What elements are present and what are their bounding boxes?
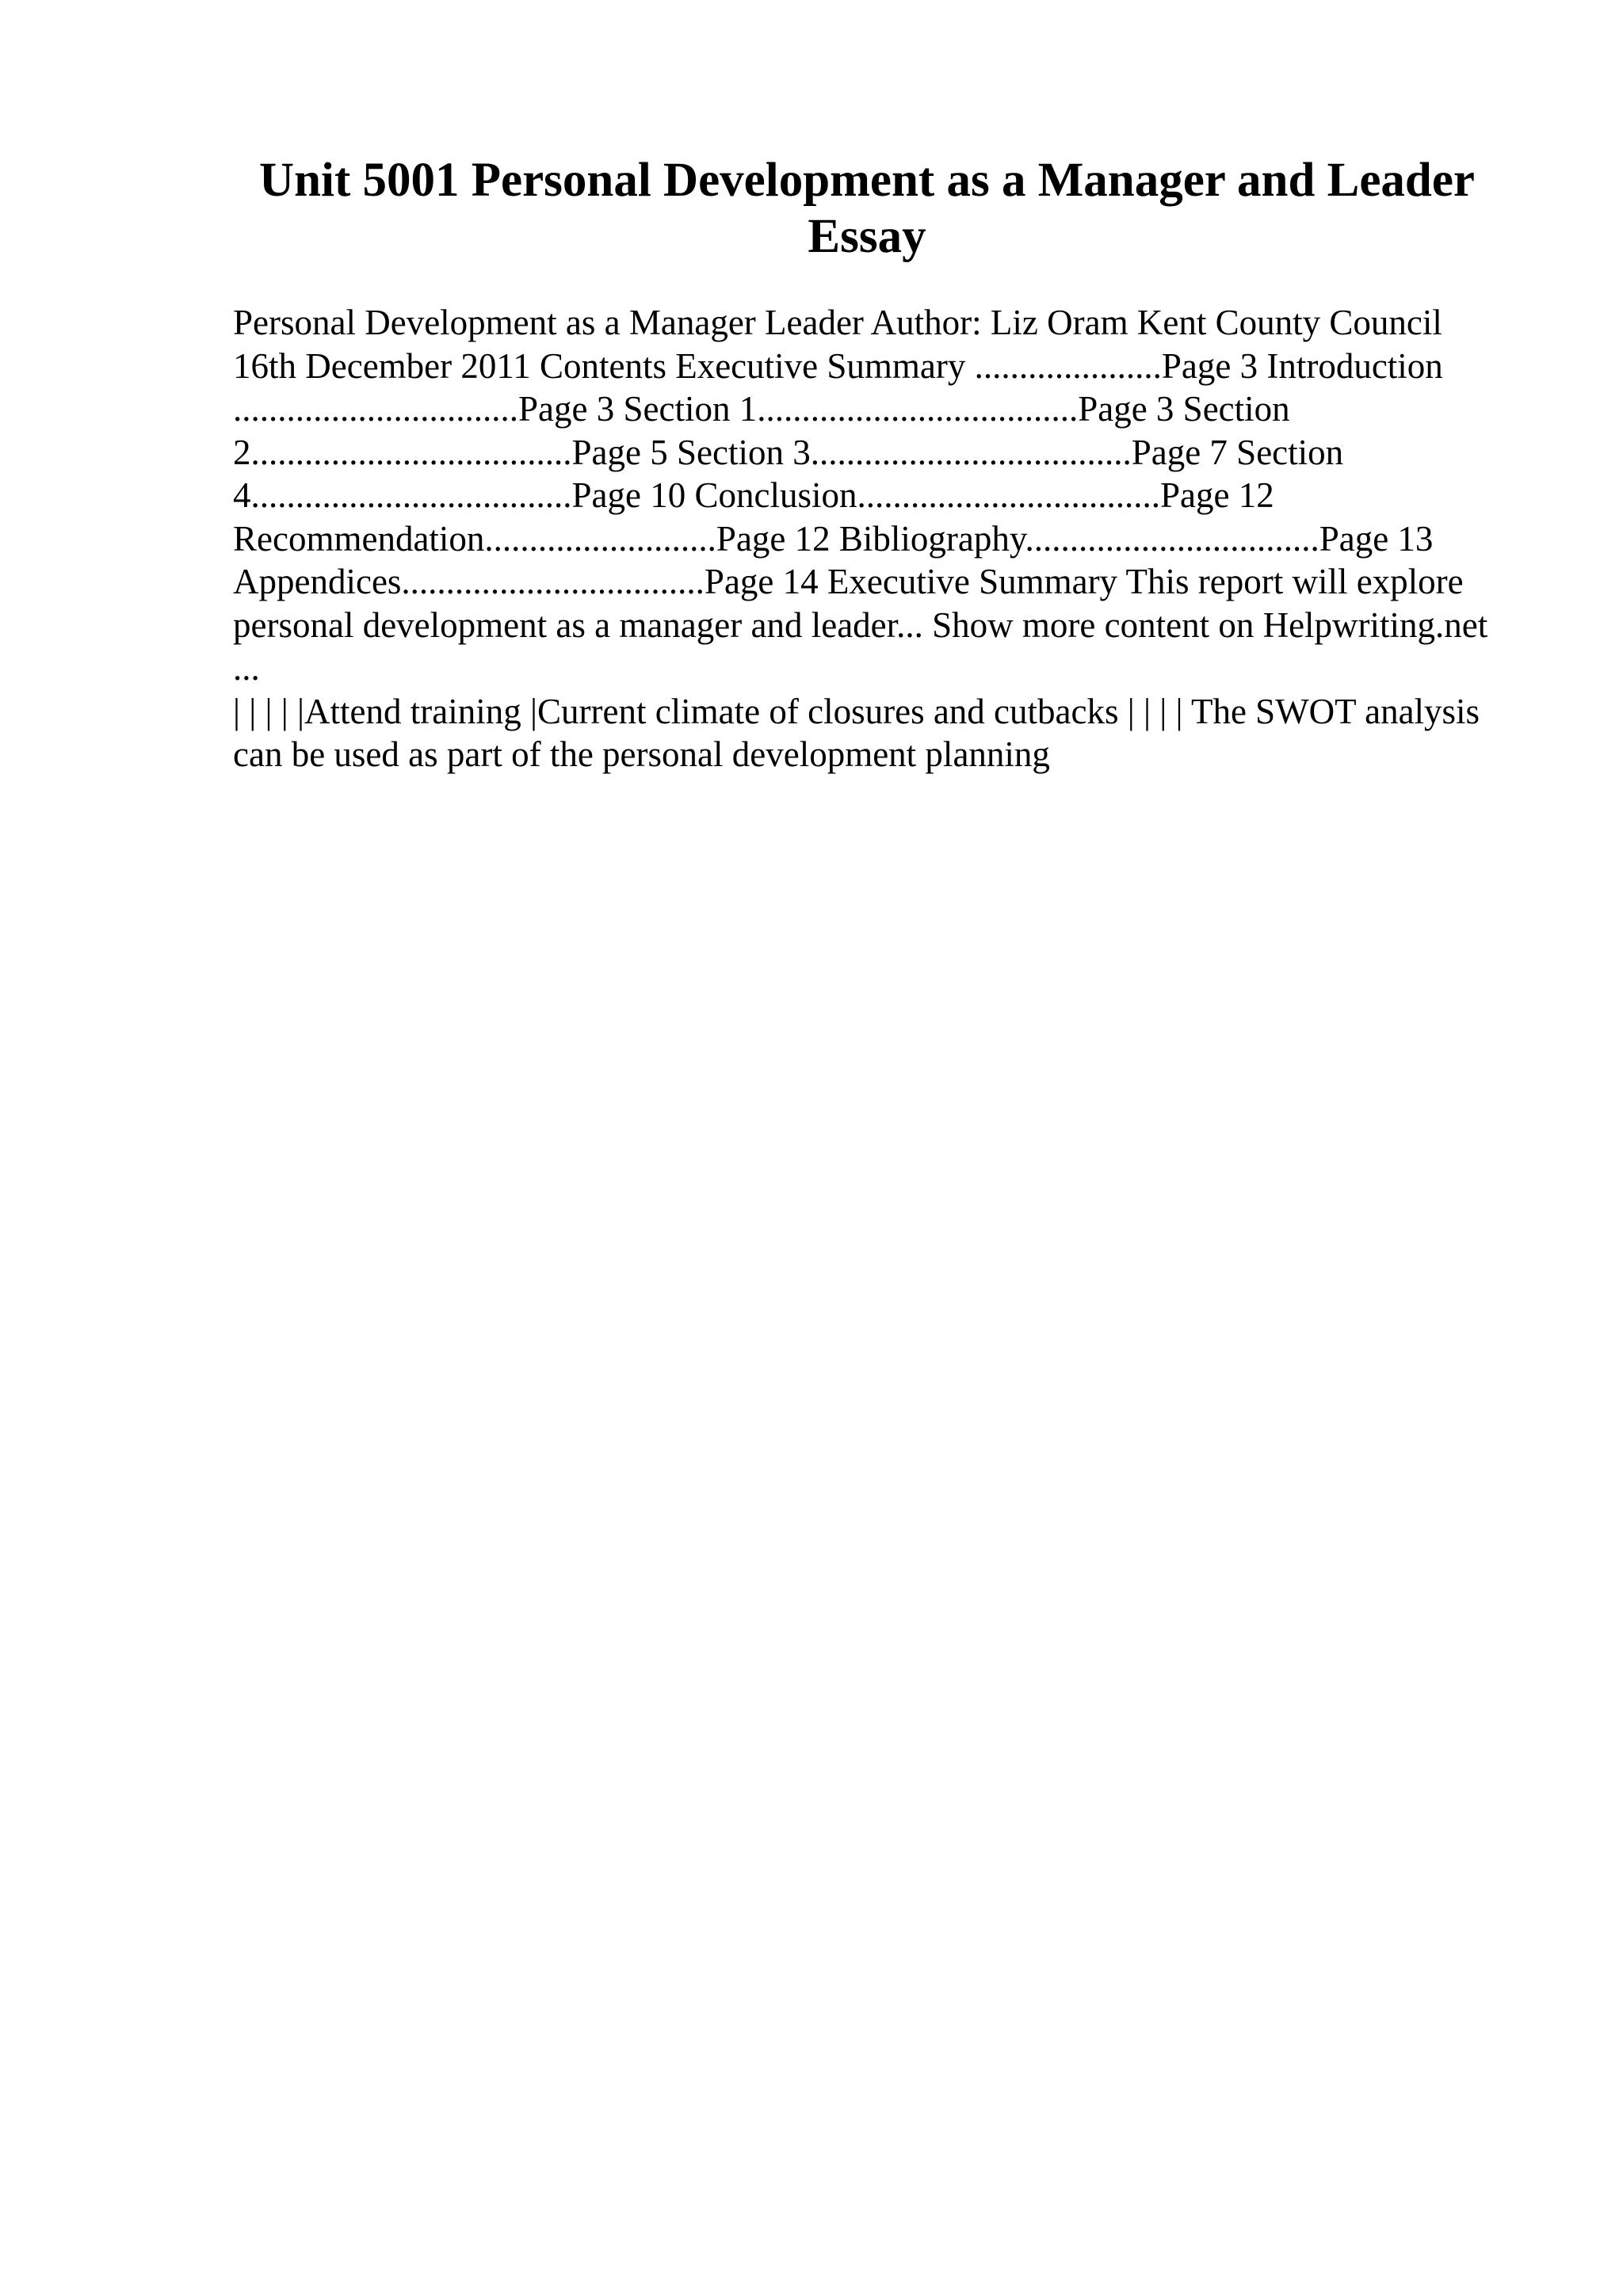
- body-paragraph: | | | | |Attend training |Current climate of closures and cutbacks | | | | The SWOT analysis can be used as part of the personal development planning: [233, 691, 1480, 774]
- document-body: [233, 301, 1501, 776]
- body-paragraph: Personal Development as a Manager Leader Author: Liz Oram Kent County Council 16th December 2011 Contents Executive Summary .....................Page 3 Introduction ................................Page 3 Section 1....................................Page 3 Section 2....................................Page 5 Section 3....................................Page 7 Section 4....................................Page 10 Conclusion..................................Page 12 Recommendation..........................Page 12 Bibliography.................................Page 13 Appendices..................................Page 14 Executive Summary This report will explore personal development as a manager and leader... Show more content on Helpwriting.net ...: [233, 303, 1488, 688]
- document-title: Unit 5001 Personal Development as a Manager and Leader Essay: [259, 154, 1475, 263]
